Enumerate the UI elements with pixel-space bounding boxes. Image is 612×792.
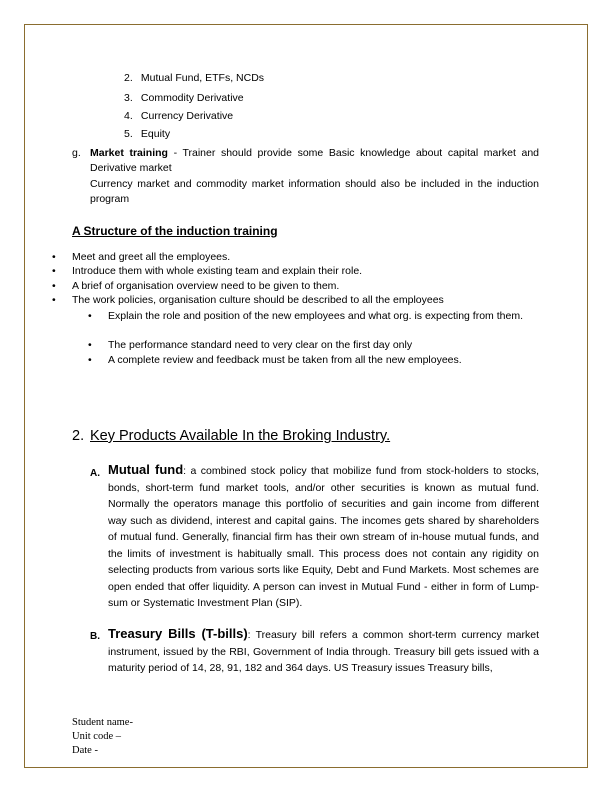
footer-date: Date -: [72, 745, 98, 756]
list-text: Mutual Fund, ETFs, NCDs: [140, 72, 265, 84]
product-b-title: Treasury Bills (T-bills): [108, 626, 248, 641]
structure-heading: A Structure of the induction training: [72, 224, 278, 238]
bullet-text: Meet and greet all the employees.: [72, 251, 231, 263]
bullet-icon: •: [88, 339, 92, 351]
product-a-paragraph: [108, 462, 539, 612]
item-g-paragraph: [90, 146, 539, 176]
list-number: 2.: [124, 72, 133, 84]
section-2-number: 2.: [72, 428, 85, 444]
sub-bullet-text: The performance standard need to very clear on the first day only: [108, 339, 413, 351]
list-item: [124, 72, 264, 84]
bullet-icon: •: [88, 354, 92, 366]
list-text: Commodity Derivative: [140, 92, 244, 104]
list-item: [124, 128, 170, 140]
list-number: 5.: [124, 128, 133, 140]
bullet-text: A brief of organisation overview need to be given to them.: [72, 280, 340, 292]
product-b-letter: B.: [90, 631, 100, 642]
list-item: [124, 92, 244, 104]
bullet-text: The work policies, organisation culture should be described to all the employees: [72, 294, 444, 306]
list-text: Currency Derivative: [140, 110, 234, 122]
product-b-text: : Treasury bill refers a common short-term currency market instrument, issued by the RBI, Government of India through. Treasury bill gets issued with a maturity period of 14, 28, 91, 182 and 364 days. US Treasury issues Treasury bills,: [108, 629, 539, 674]
bullet-text: Introduce them with whole existing team and explain their role.: [72, 265, 363, 277]
section-2-title: Key Products Available In the Broking Industry.: [90, 428, 391, 444]
sub-bullet-text: Explain the role and position of the new employees and what org. is expecting from them.: [108, 310, 523, 322]
sub-bullet-item: [88, 338, 539, 353]
sub-bullet-item: [88, 309, 539, 324]
footer: [72, 716, 133, 758]
bullet-icon: •: [52, 294, 56, 306]
bullet-icon: •: [88, 310, 92, 322]
item-g-label: Market training: [90, 147, 168, 159]
item-g-text: - Trainer should provide some Basic knowledge about capital market and Derivative market: [90, 147, 540, 174]
bullet-icon: •: [52, 280, 56, 292]
list-number: 3.: [124, 92, 133, 104]
product-a-text: : a combined stock policy that mobilize fund from stock-holders to stocks, bonds, short-term fund market tools, and/or other securities is known as mutual fund. Normally the operators manage this portfolio of securities and gain income from different way such as dividend, interest and capital gains. The incomes gets shared by shareholders of mutual fund. Generally, financial firm has their own stream of in-house mutual funds, and the limits of investment is habitually small. This process does not contain any rigidity on selecting products from various sorts like Equity, Debt and Fund Markets. Most schemes are open ended that offer liquidity. A person can invest in Mutual Fund - either in form of Lump-sum or Systematic Investment Plan (SIP).: [108, 465, 539, 609]
bullet-icon: •: [52, 251, 56, 263]
product-a-letter: A.: [90, 468, 100, 479]
list-text: Equity: [140, 128, 171, 140]
item-g-marker: g.: [72, 147, 81, 159]
sub-bullet-text: A complete review and feedback must be taken from all the new employees.: [108, 354, 462, 366]
product-a-title: Mutual fund: [108, 462, 184, 477]
item-g-paragraph-2: Currency market and commodity market information should also be included in the induction program: [90, 178, 539, 205]
list-number: 4.: [124, 110, 133, 122]
list-item: [124, 110, 233, 122]
product-b-paragraph: [108, 626, 539, 677]
footer-student-name: Student name-: [72, 717, 133, 728]
sub-bullet-item: [88, 353, 539, 368]
bullet-icon: •: [52, 265, 56, 277]
footer-unit-code: Unit code –: [72, 731, 121, 742]
